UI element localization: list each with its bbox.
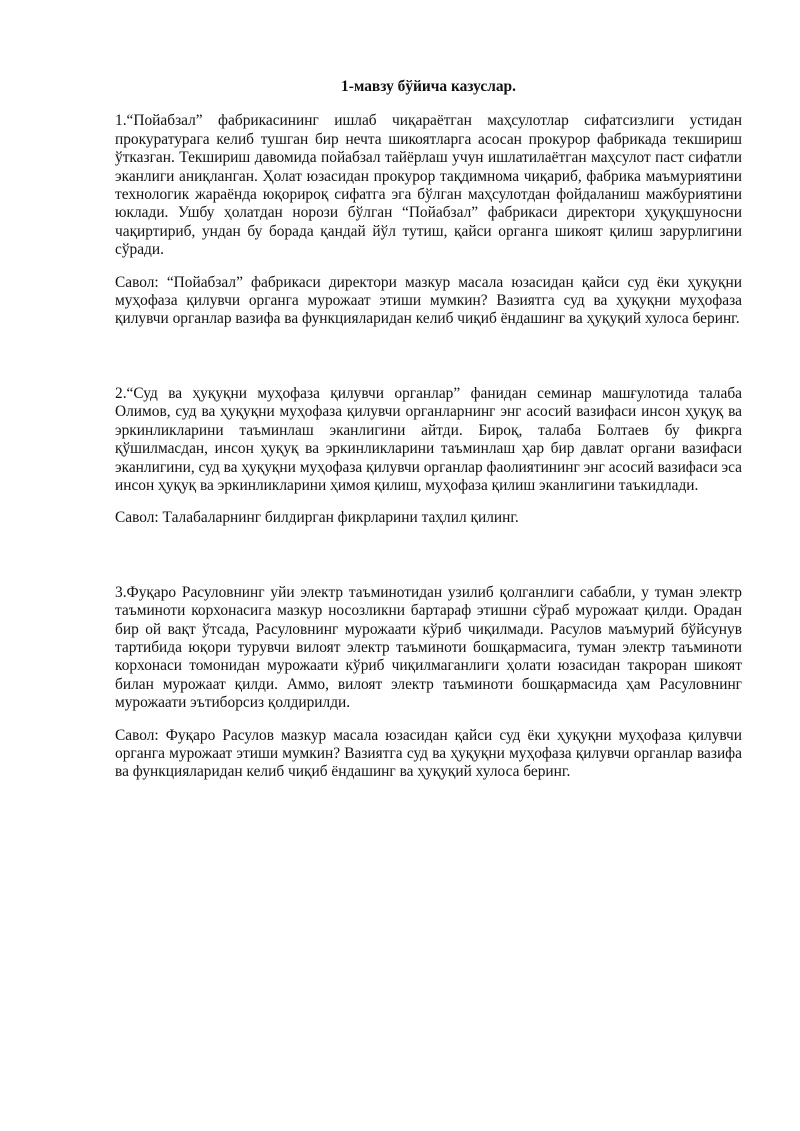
- case-3-text: 3.Фуқаро Расуловнинг уйи электр таъминотидан узилиб қолганлиги сабабли, у туман электр таъминоти корхонасига мазкур носозликни бартараф этишни сўраб мурожаат қилди. Орадан бир ой вақт ўтсада, Расуловнинг мурожаати кўриб чиқилмади. Расулов маъмурий бўйсунув тартибида юқори турувчи вилоят электр таъминоти бошқармасига, туман электр таъминоти корхонаси томонидан мурожаати кўриб чиқилмаганлиги ҳолати юзасидан такроран шикоят билан мурожаат қилди. Аммо, вилоят электр таъминоти бошқармасида ҳам Расуловнинг мурожаати эътиборсиз қолдирилди.: [115, 583, 742, 712]
- case-2-question: Савол: Талабаларнинг билдирган фикрларини таҳлил қилинг.: [115, 509, 519, 527]
- case-2: [115, 385, 742, 528]
- case-1: [115, 112, 742, 328]
- case-1-text: 1.“Пойабзал” фабрикасининг ишлаб чиқараётган маҳсулотлар сифатсизлиги устидан прокуратурага келиб тушган бир нечта шикоятларга асосан прокурор фабрикада текшириш ўтказган. Текшириш давомида пойабзал тайёрлаш учун ишлатилаётган маҳсулот паст сифатли эканлиги аниқланган. Ҳолат юзасидан прокурор тақдимнома чиқариб, фабрика маъмуриятини технологик жараёнда юқорироқ сифатга эга бўлган маҳсулотдан фойдаланиш мажбуриятини юклади. Ушбу ҳолатдан норози бўлган “Пойабзал” фабрикаси директори ҳуқуқшуносни чақиртириб, ундан бу борада қандай йўл тутиш, қайси органга шикоят қилиш зарурлигини сўради.: [115, 112, 742, 259]
- case-1-question: Савол: “Пойабзал” фабрикаси директори мазкур масала юзасидан қайси суд ёки ҳуқуқни муҳофаза қилувчи органга мурожаат этиши мумкин? Вазиятга суд ва ҳуқуқни муҳофаза қилувчи органлар вазифа ва функцияларидан келиб чиқиб ёндашинг ва ҳуқуқий хулоса беринг.: [115, 273, 742, 328]
- case-2-text: 2.“Суд ва ҳуқуқни муҳофаза қилувчи органлар” фанидан семинар машғулотида талаба Олимов, суд ва ҳуқуқни муҳофаза қилувчи органларнинг энг асосий вазифаси инсон ҳуқуқ ва эркинликларини таъминлаш эканлигини айтди. Бироқ, талаба Болтаев бу фикрга қўшилмасдан, инсон ҳуқуқ ва эркинликларини таъминлаш ҳар бир давлат органи вазифаси эканлигини, суд ва ҳуқуқни муҳофаза қилувчи органлар фаолиятининг энг асосий вазифаси эса инсон ҳуқуқ ва эркинликларини ҳимоя қилиш, муҳофаза қилиш эканлигини таъкидлади.: [115, 384, 742, 494]
- document-title: 1-мавзу бўйича казуслар.: [341, 78, 516, 95]
- document-page: [115, 78, 742, 782]
- case-3-question: Савол: Фуқаро Расулов мазкур масала юзасидан қайси суд ёки ҳуқуқни муҳофаза қилувчи органга мурожаат этиши мумкин? Вазиятга суд ва ҳуқуқни муҳофаза қилувчи органлар вазифа ва функцияларидан келиб чиқиб ёндашинг ва ҳуқуқий хулоса беринг.: [115, 726, 742, 781]
- case-3: [115, 584, 742, 782]
